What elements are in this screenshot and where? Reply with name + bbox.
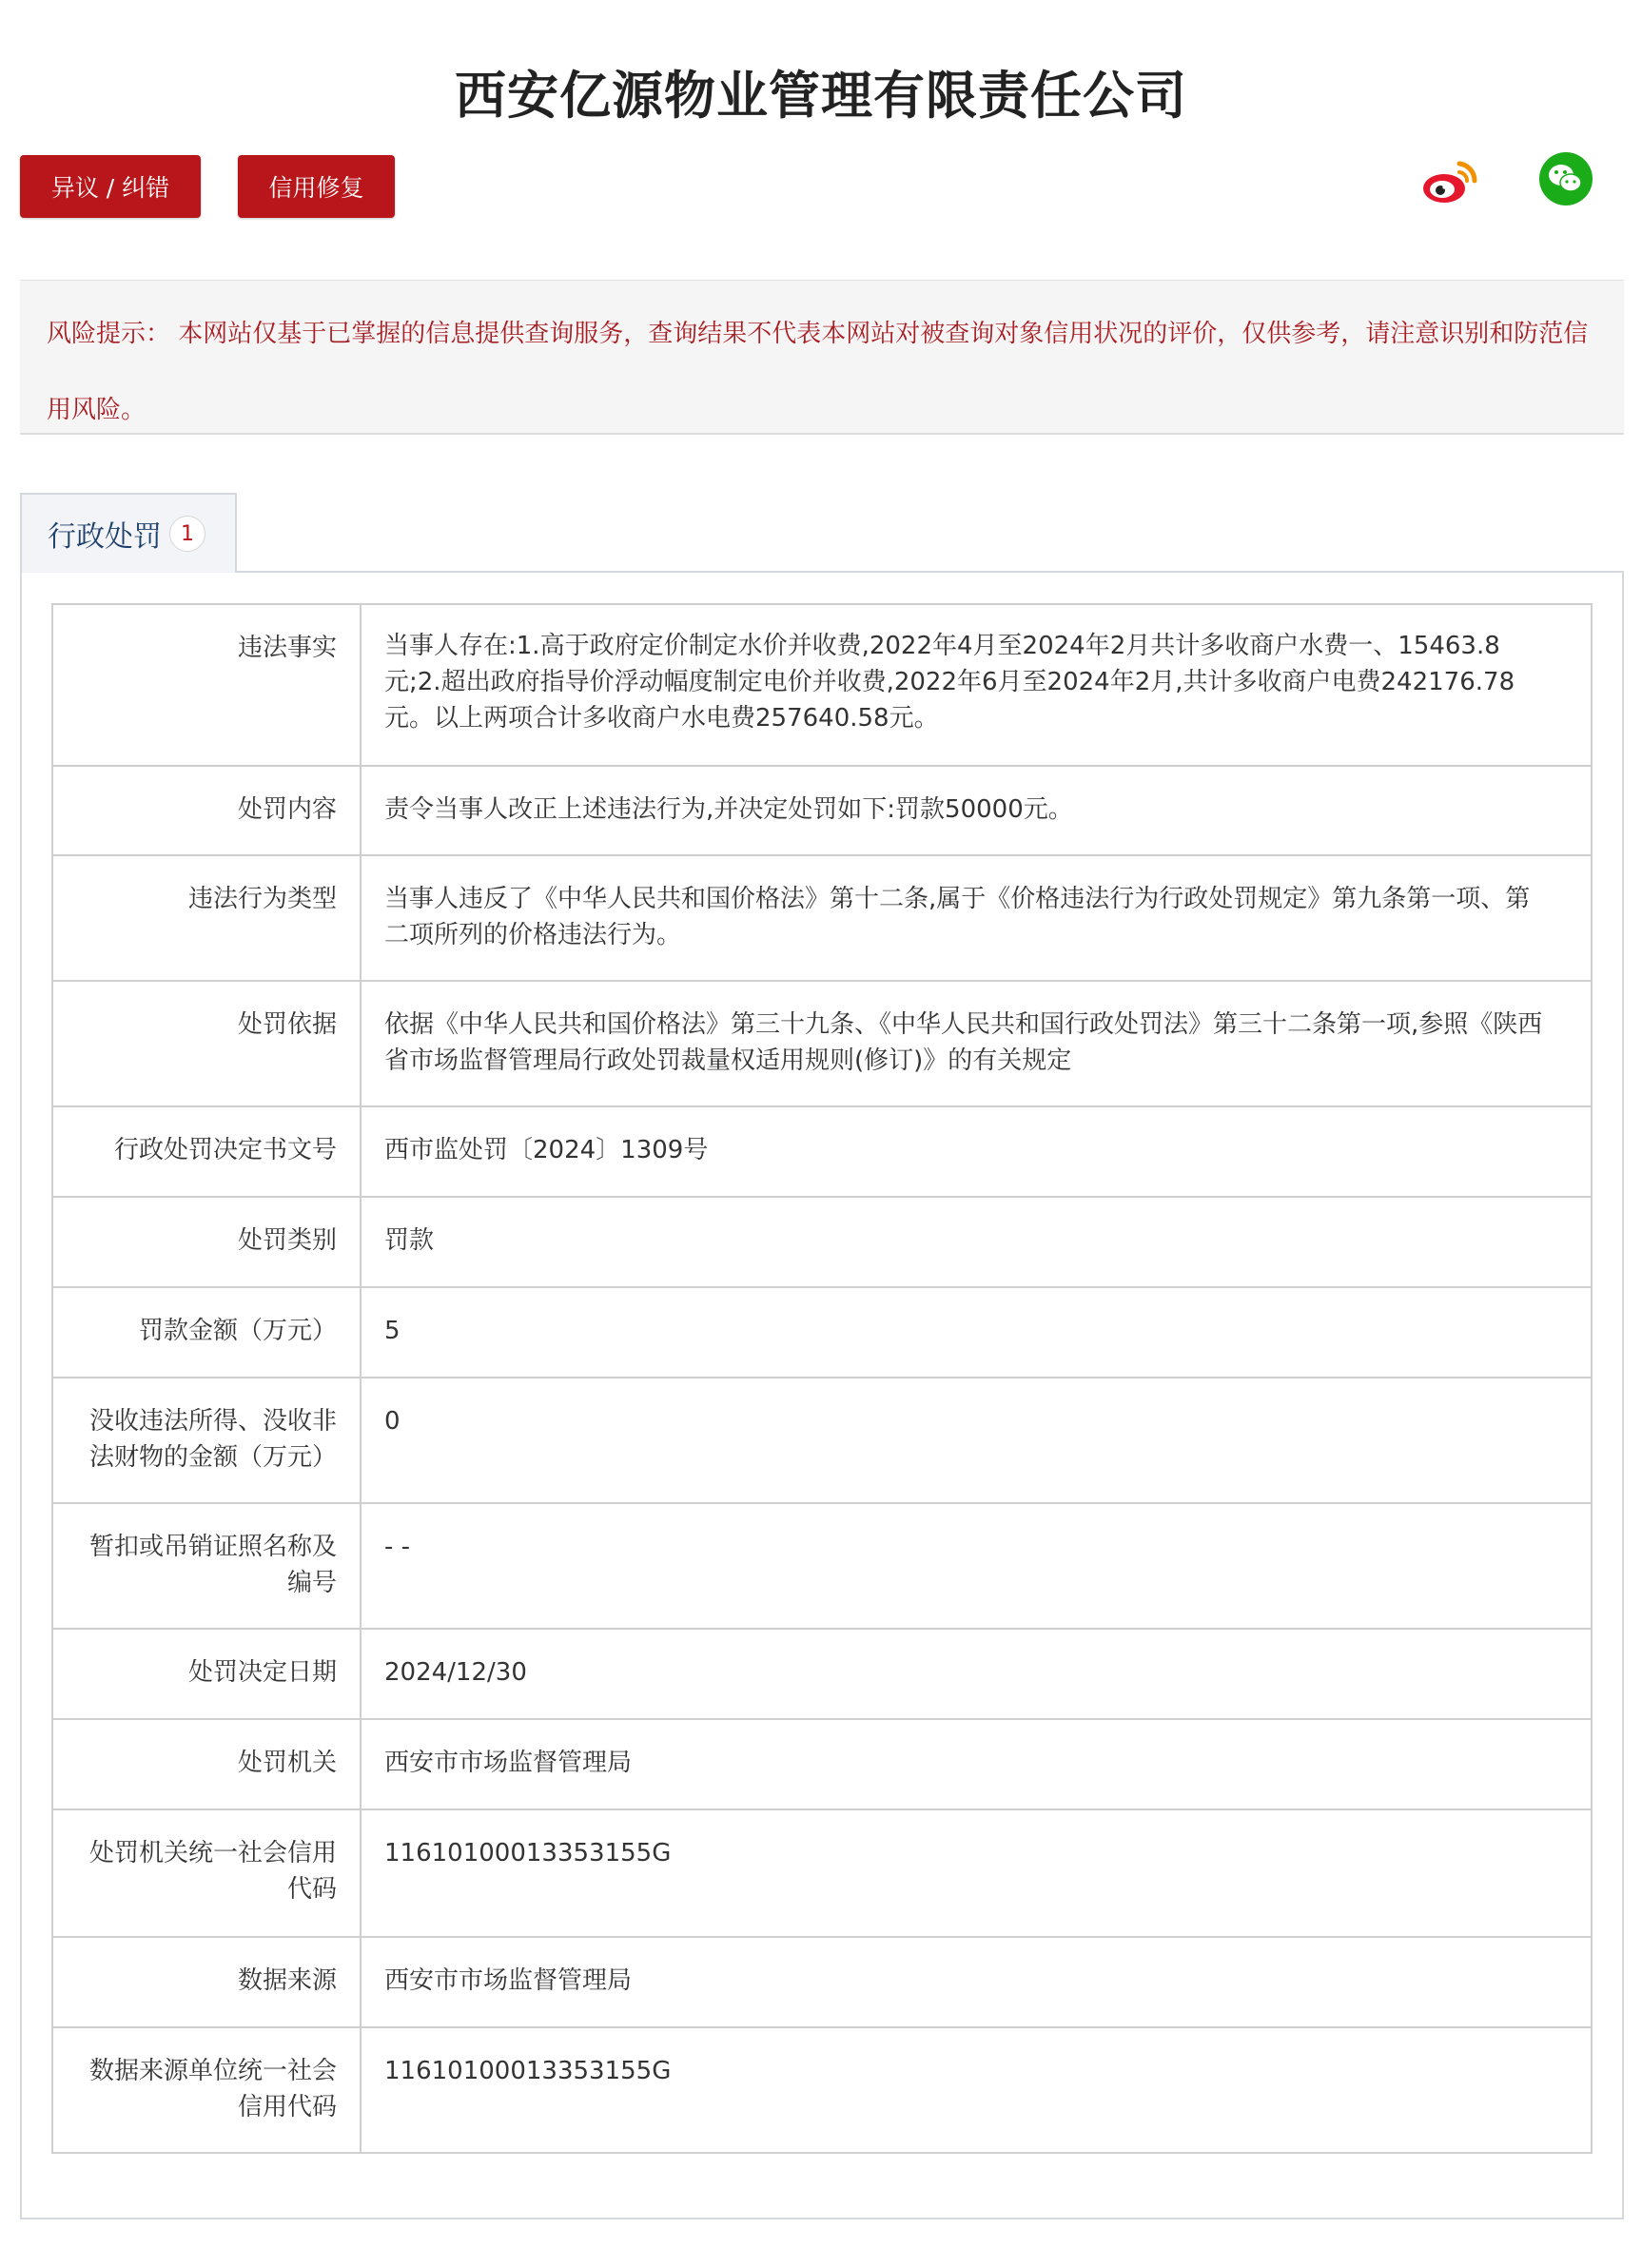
tab-administrative-penalty[interactable]	[20, 493, 237, 573]
penalty-detail-table	[51, 603, 1593, 2154]
row-label: 处罚机关	[52, 1719, 361, 1809]
row-value: - -	[361, 1503, 1592, 1629]
row-value: 当事人违反了《中华人民共和国价格法》第十二条,属于《价格违法行为行政处罚规定》第九条第一项、第二项所列的价格违法行为。	[361, 855, 1592, 981]
table-row	[52, 981, 1592, 1106]
table-row	[52, 604, 1592, 766]
row-value: 责令当事人改正上述违法行为,并决定处罚如下:罚款50000元。	[361, 766, 1592, 855]
table-row	[52, 1197, 1592, 1287]
row-value: 西安市市场监督管理局	[361, 1719, 1592, 1809]
row-label: 行政处罚决定书文号	[52, 1106, 361, 1197]
table-row	[52, 1937, 1592, 2027]
credit-repair-button[interactable]: 信用修复	[238, 155, 395, 218]
row-value: 0	[361, 1378, 1592, 1503]
objection-correction-button[interactable]: 异议 / 纠错	[20, 155, 201, 218]
row-label: 处罚机关统一社会信用代码	[52, 1809, 361, 1937]
risk-notice	[20, 280, 1624, 435]
table-row	[52, 1106, 1592, 1197]
row-label: 违法行为类型	[52, 855, 361, 981]
row-value: 西市监处罚〔2024〕1309号	[361, 1106, 1592, 1197]
weibo-icon[interactable]	[1421, 152, 1480, 209]
row-label: 数据来源单位统一社会信用代码	[52, 2027, 361, 2153]
risk-notice-text: 风险提示： 本网站仅基于已掌握的信息提供查询服务，查询结果不代表本网站对被查询对象信用状况的评价，仅供参考，请注意识别和防范信用风险。	[47, 320, 1589, 424]
page-title: 西安亿源物业管理有限责任公司	[455, 66, 1187, 126]
row-label: 违法事实	[52, 604, 361, 766]
tab-count-badge: 1	[169, 516, 205, 552]
row-value: 2024/12/30	[361, 1629, 1592, 1719]
table-row	[52, 1629, 1592, 1719]
row-label: 数据来源	[52, 1937, 361, 2027]
row-label: 处罚依据	[52, 981, 361, 1106]
table-row	[52, 1287, 1592, 1378]
row-value: 罚款	[361, 1197, 1592, 1287]
row-label: 暂扣或吊销证照名称及编号	[52, 1503, 361, 1629]
row-label: 处罚内容	[52, 766, 361, 855]
table-row	[52, 1719, 1592, 1809]
table-row	[52, 1503, 1592, 1629]
row-label: 处罚决定日期	[52, 1629, 361, 1719]
row-value: 当事人存在:1.高于政府定价制定水价并收费,2022年4月至2024年2月共计多收商户水费一、15463.8元;2.超出政府指导价浮动幅度制定电价并收费,2022年6月至2024年2月,共计多收商户电费242176.78元。以上两项合计多收商户水电费257640.58元。	[361, 604, 1592, 766]
table-row	[52, 2027, 1592, 2153]
row-value: 11610100013353155G	[361, 1809, 1592, 1937]
table-row	[52, 766, 1592, 855]
row-value: 5	[361, 1287, 1592, 1378]
wechat-icon[interactable]	[1539, 152, 1593, 205]
row-label: 罚款金额（万元）	[52, 1287, 361, 1378]
row-value: 依据《中华人民共和国价格法》第三十九条、《中华人民共和国行政处罚法》第三十二条第一项,参照《陕西省市场监督管理局行政处罚裁量权适用规则(修订)》的有关规定	[361, 981, 1592, 1106]
table-row	[52, 855, 1592, 981]
table-row	[52, 1809, 1592, 1937]
row-label: 处罚类别	[52, 1197, 361, 1287]
table-row	[52, 1378, 1592, 1503]
row-value: 11610100013353155G	[361, 2027, 1592, 2153]
row-label: 没收违法所得、没收非法财物的金额（万元）	[52, 1378, 361, 1503]
tab-label: 行政处罚	[48, 520, 162, 554]
row-value: 西安市市场监督管理局	[361, 1937, 1592, 2027]
